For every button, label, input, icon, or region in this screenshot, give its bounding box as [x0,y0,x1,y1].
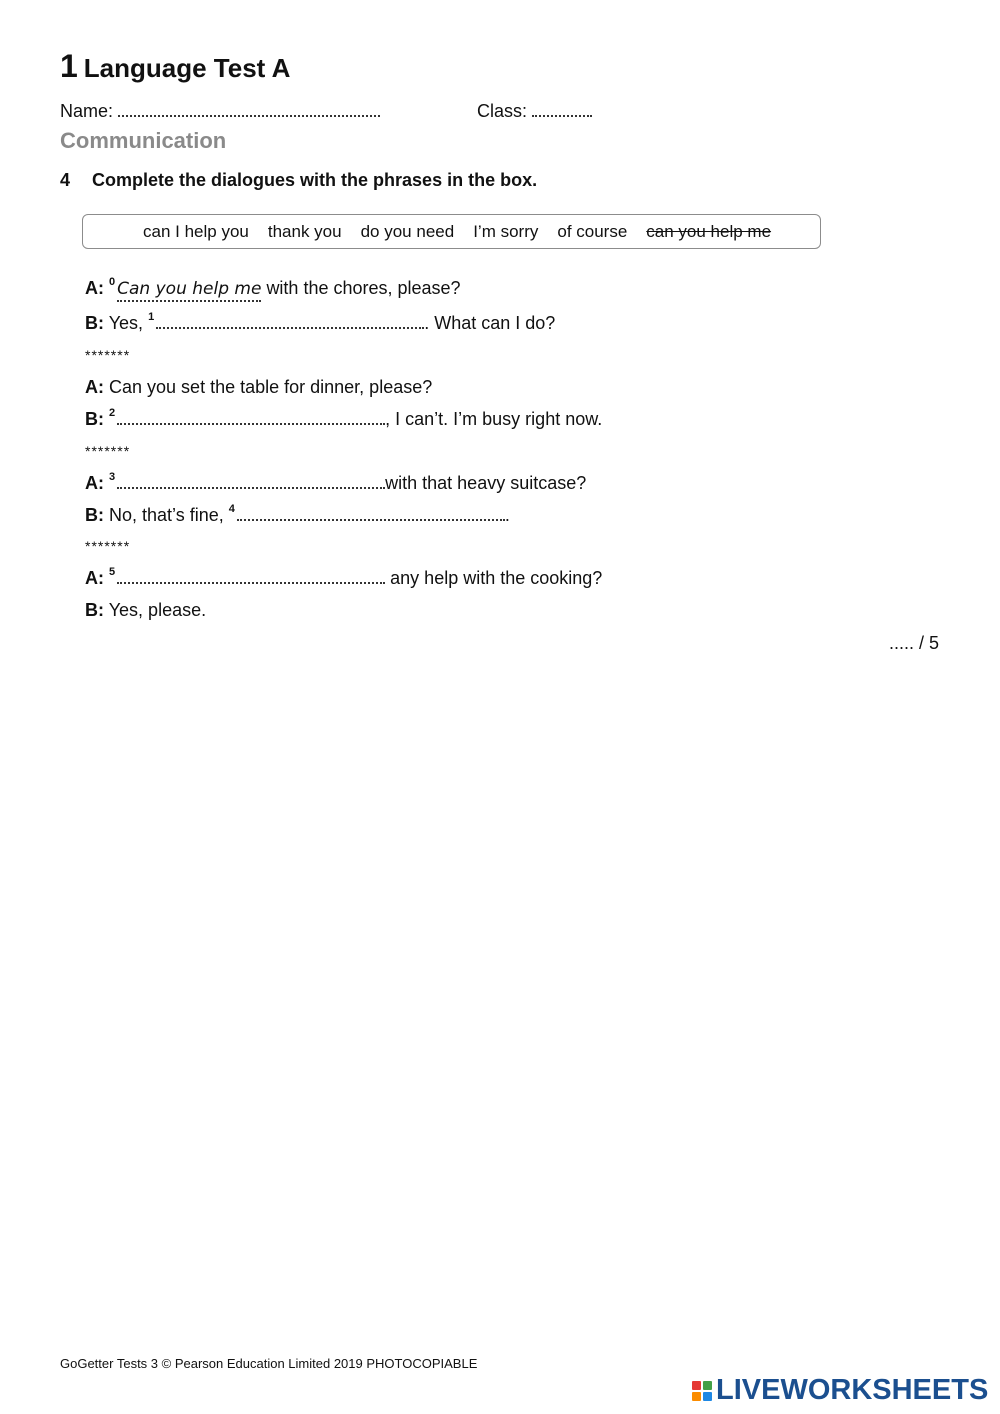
answer-gap-3[interactable] [117,473,385,489]
item-number: 3 [109,471,116,483]
example-answer: Can you help me [117,279,261,302]
liveworksheets-logo [692,1374,988,1407]
example-phrase: can you help me [646,221,772,241]
speaker-label: B: [85,505,104,525]
instruction-text: Complete the dialogues with the phrases in the box. [92,170,538,190]
dialogue-separator: ******* [85,347,131,363]
line-text: . [504,505,510,525]
dialogue-line [85,409,602,430]
class-input[interactable] [532,97,592,117]
section-title: Communication [60,128,227,153]
line-text: , I can’t. I’m busy right now. [385,409,603,429]
name-input[interactable] [118,97,380,117]
dialogue-line [85,278,461,299]
dialogue-line [85,568,602,589]
phrase-item: do you need [360,221,455,241]
class-field [477,97,592,122]
dialogue-line [85,473,586,494]
dialogue-line [85,377,432,398]
speaker-label: B: [85,409,104,429]
exercise-number: 4 [60,170,71,190]
answer-gap-2[interactable] [117,409,385,425]
phrase-item: can I help you [143,221,249,241]
line-text: Yes, [108,313,144,333]
answer-gap-5[interactable] [117,568,385,584]
line-text: . What can I do? [424,313,556,333]
name-field [60,97,380,122]
dialogue-line [85,600,206,621]
dialogue-line [85,505,510,526]
phrase-box [82,214,821,249]
item-number: 5 [109,566,116,578]
speaker-label: B: [85,313,104,333]
line-text: Yes, please. [108,600,207,620]
dialogue-separator: ******* [85,443,131,459]
class-label: Class: [477,101,528,121]
logo-icon [692,1381,712,1401]
speaker-label: A: [85,473,104,493]
page-title [60,48,290,85]
score: ..... / 5 [889,633,940,653]
item-number: 2 [109,407,116,419]
item-number: 1 [148,311,155,323]
phrase-item: I’m sorry [473,221,539,241]
line-text: No, that’s fine, [109,505,224,525]
test-title: Language Test A [83,53,291,83]
speaker-label: A: [85,377,104,397]
line-text: with the chores, please? [266,278,461,298]
item-number: 4 [228,503,235,515]
line-text: with that heavy suitcase? [385,473,587,493]
line-text: Can you set the table for dinner, please? [109,377,433,397]
exercise-instruction [60,170,537,191]
line-text: any help with the cooking? [390,568,603,588]
speaker-label: A: [85,568,104,588]
unit-number: 1 [60,48,78,84]
speaker-label: A: [85,278,104,298]
name-label: Name: [60,101,114,121]
answer-gap-1[interactable] [156,313,424,329]
footer-copyright: GoGetter Tests 3 © Pearson Education Limited 2019 PHOTOCOPIABLE [60,1356,478,1371]
speaker-label: B: [85,600,104,620]
logo-text: LIVEWORKSHEETS [716,1374,989,1406]
phrase-item: thank you [267,221,342,241]
answer-gap-4[interactable] [237,505,505,521]
item-number: 0 [109,276,116,288]
dialogue-separator: ******* [85,538,131,554]
phrase-item: of course [557,221,628,241]
dialogue-line [85,313,555,334]
